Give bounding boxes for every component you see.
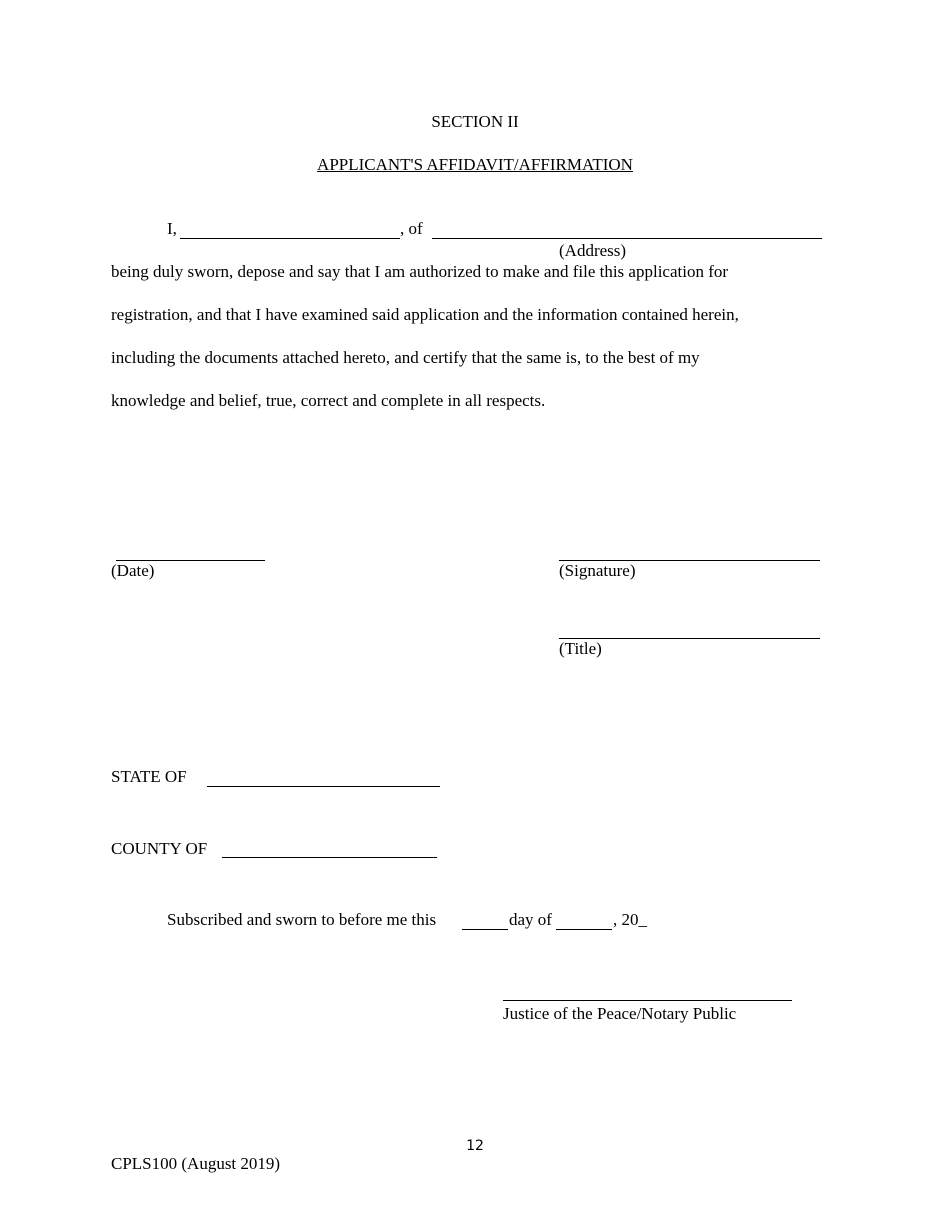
address-label: (Address) (559, 241, 627, 260)
notary-signature-field[interactable] (503, 1000, 792, 1001)
year-text: , 20_ (613, 910, 647, 929)
month-field[interactable] (556, 929, 612, 930)
state-field[interactable] (207, 786, 440, 787)
page-number: 12 (466, 1138, 484, 1154)
signature-label: (Signature) (559, 561, 636, 580)
day-field[interactable] (462, 929, 508, 930)
state-label: STATE OF (111, 767, 187, 786)
of-text: , of (400, 219, 423, 238)
day-of-text: day of (509, 910, 552, 929)
affidavit-line-2: registration, and that I have examined said application and the information contained herein, (111, 305, 739, 324)
affidavit-line-4: knowledge and belief, true, correct and complete in all respects. (111, 391, 546, 410)
notary-label: Justice of the Peace/Notary Public (503, 1004, 737, 1023)
form-id: CPLS100 (August 2019) (111, 1154, 281, 1173)
affidavit-line-3: including the documents attached hereto, and certify that the same is, to the best of my (111, 348, 700, 367)
affiant-name-field[interactable] (180, 238, 400, 239)
address-field[interactable] (432, 238, 822, 239)
section-heading: SECTION II (431, 112, 519, 131)
affidavit-line-1: being duly sworn, depose and say that I am authorized to make and file this application for (111, 262, 729, 281)
sworn-before-text: Subscribed and sworn to before me this (167, 910, 437, 929)
affiant-prefix: I, (167, 219, 177, 238)
county-field[interactable] (222, 857, 437, 858)
county-label: COUNTY OF (111, 839, 208, 858)
title-label: (Title) (559, 639, 602, 658)
page-title: APPLICANT'S AFFIDAVIT/AFFIRMATION (317, 155, 633, 174)
date-label: (Date) (111, 561, 155, 580)
